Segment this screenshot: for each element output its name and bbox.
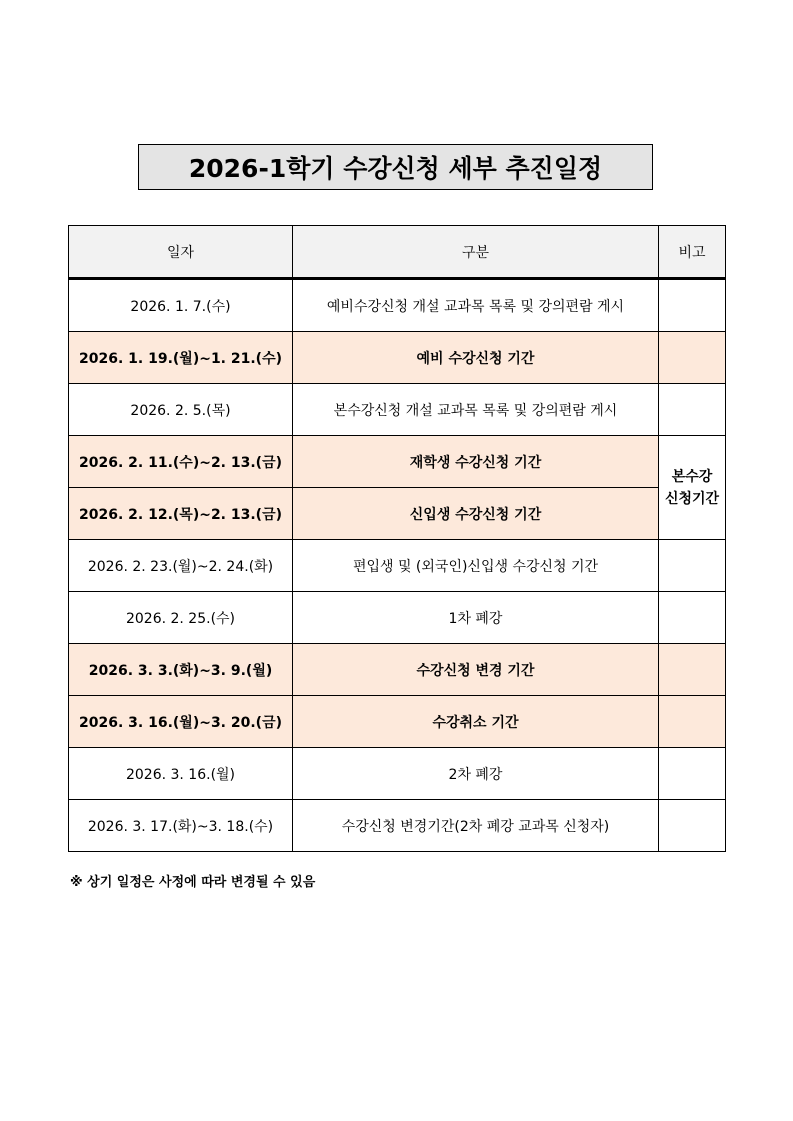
row-category: 예비수강신청 개설 교과목 목록 및 강의편람 게시 [293, 279, 659, 332]
page-title-text: 2026-1학기 수강신청 세부 추진일정 [188, 154, 603, 183]
table-row [69, 696, 726, 748]
row-category: 2차 폐강 [293, 748, 659, 800]
row-category: 수강신청 변경기간(2차 폐강 교과목 신청자) [293, 800, 659, 852]
row-note [659, 644, 726, 696]
table-row [69, 800, 726, 852]
row-note [659, 696, 726, 748]
row-category: 신입생 수강신청 기간 [293, 488, 659, 540]
row-note [659, 332, 726, 384]
table-row [69, 279, 726, 332]
row-date: 2026. 2. 12.(목)~2. 13.(금) [69, 488, 293, 540]
row-note-merged [659, 436, 726, 540]
header-note: 비고 [659, 226, 726, 279]
header-category: 구분 [293, 226, 659, 279]
schedule-table [68, 225, 726, 852]
row-date: 2026. 3. 16.(월) [69, 748, 293, 800]
row-note [659, 279, 726, 332]
table-row [69, 332, 726, 384]
row-date: 2026. 1. 7.(수) [69, 279, 293, 332]
table-row [69, 488, 726, 540]
row-note [659, 748, 726, 800]
row-category: 재학생 수강신청 기간 [293, 436, 659, 488]
table-header-row [69, 226, 726, 279]
table-row [69, 540, 726, 592]
row-date: 2026. 3. 17.(화)~3. 18.(수) [69, 800, 293, 852]
table-row [69, 592, 726, 644]
table-row [69, 436, 726, 488]
row-date: 2026. 2. 5.(목) [69, 384, 293, 436]
row-date: 2026. 2. 11.(수)~2. 13.(금) [69, 436, 293, 488]
row-note [659, 592, 726, 644]
row-category: 수강취소 기간 [293, 696, 659, 748]
row-note [659, 384, 726, 436]
row-category: 수강신청 변경 기간 [293, 644, 659, 696]
table-row [69, 748, 726, 800]
note-line-2: 신청기간 [664, 490, 720, 507]
row-category: 본수강신청 개설 교과목 목록 및 강의편람 게시 [293, 384, 659, 436]
note-line-1: 본수강 [671, 468, 713, 485]
row-date: 2026. 3. 3.(화)~3. 9.(월) [69, 644, 293, 696]
row-date: 2026. 3. 16.(월)~3. 20.(금) [69, 696, 293, 748]
row-date: 2026. 2. 25.(수) [69, 592, 293, 644]
row-date: 2026. 2. 23.(월)~2. 24.(화) [69, 540, 293, 592]
page-title [138, 144, 653, 190]
footnote: ※ 상기 일정은 사정에 따라 변경될 수 있음 [70, 875, 316, 890]
table-row [69, 384, 726, 436]
row-note [659, 540, 726, 592]
header-date: 일자 [69, 226, 293, 279]
row-category: 1차 폐강 [293, 592, 659, 644]
row-date: 2026. 1. 19.(월)~1. 21.(수) [69, 332, 293, 384]
row-category: 예비 수강신청 기간 [293, 332, 659, 384]
table-row [69, 644, 726, 696]
row-note [659, 800, 726, 852]
row-category: 편입생 및 (외국인)신입생 수강신청 기간 [293, 540, 659, 592]
